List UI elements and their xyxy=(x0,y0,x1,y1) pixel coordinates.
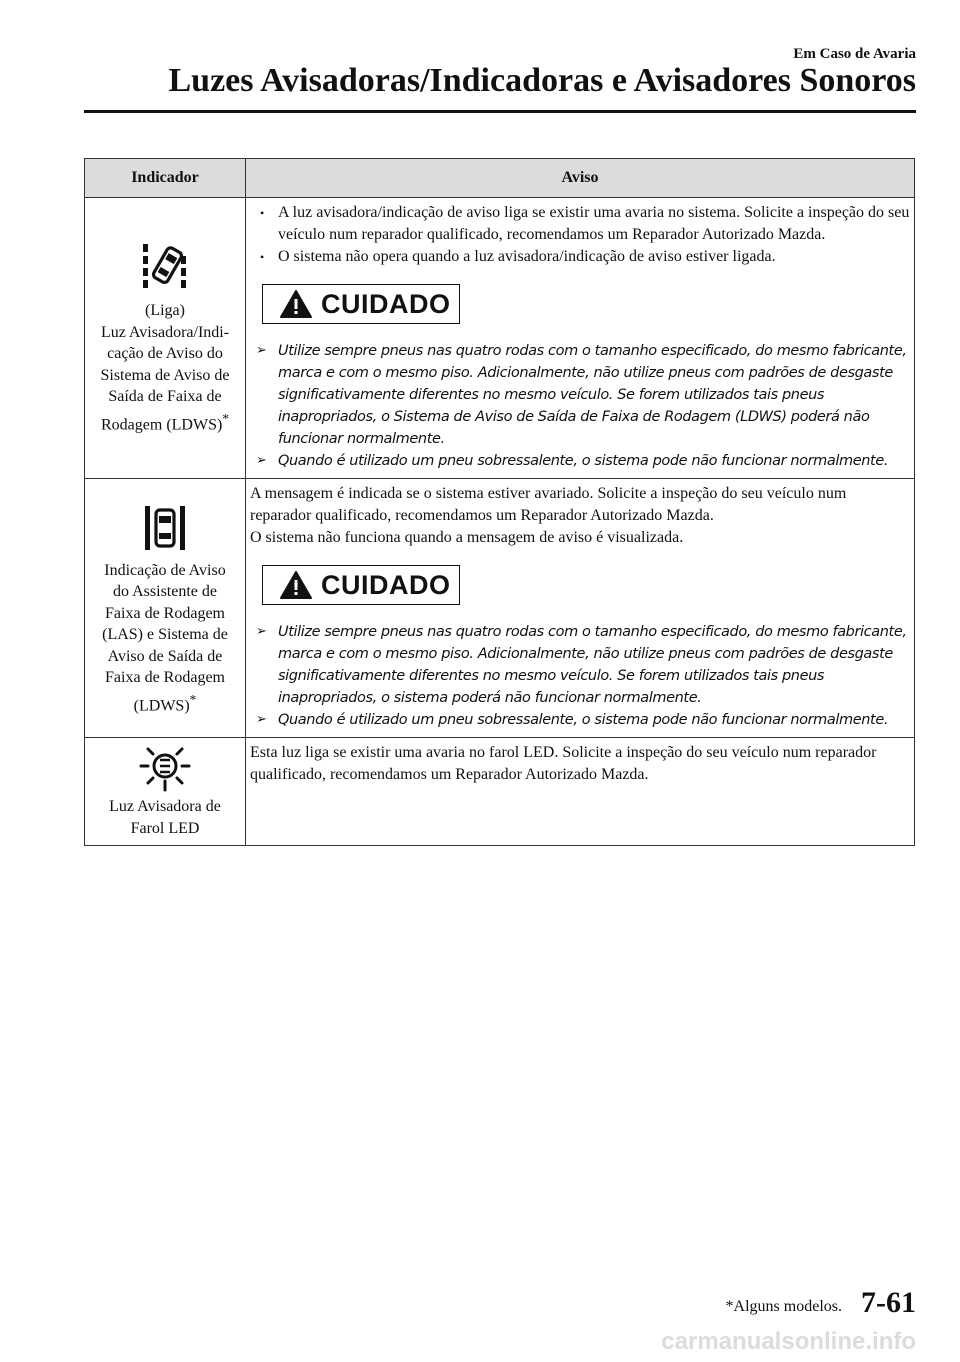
warning-triangle-icon xyxy=(279,570,313,600)
page-number: 7-61 xyxy=(861,1286,916,1319)
column-header-warning: Aviso xyxy=(246,159,915,198)
footnote-asterisk: * xyxy=(222,410,229,426)
warning-light-table xyxy=(84,158,915,846)
header-rule xyxy=(84,110,916,113)
caution-box xyxy=(262,284,460,324)
caution-item: ➢ Quando é utilizado um pneu sobressalente, o sistema pode não funcionar normalmente. xyxy=(256,450,910,472)
warning-bullet: • A luz avisadora/indicação de aviso liga se existir uma avaria no sistema. Solicite a inspeção do seu veículo num reparador qualificado, recomendamos um Reparador Autorizado Mazda. xyxy=(250,202,910,246)
indicator-cell xyxy=(85,479,246,738)
indicator-caption: Luz Avisadora de xyxy=(109,798,221,815)
indicator-caption: Aviso de Saída de xyxy=(107,647,223,665)
indicator-caption: (LAS) e Sistema de xyxy=(102,626,228,644)
indicator-caption: (Liga) xyxy=(145,302,185,320)
indicator-caption: Sistema de Aviso de xyxy=(100,366,230,384)
indicator-caption: do Assistente de xyxy=(113,583,217,601)
led-headlight-icon xyxy=(139,744,191,792)
warning-bullet: • O sistema não opera quando a luz avisadora/indicação de aviso estiver ligada. xyxy=(250,246,910,268)
watermark: carmanualsonline.info xyxy=(661,1328,916,1355)
indicator-caption: Faixa de Rodagem xyxy=(105,604,225,622)
indicator-cell xyxy=(85,738,246,846)
indicator-caption: Luz Avisadora/Indi- xyxy=(100,323,230,341)
warning-cell xyxy=(246,479,915,738)
warning-triangle-icon xyxy=(279,289,313,319)
caution-item: ➢ Utilize sempre pneus nas quatro rodas com o tamanho especificado, do mesmo fabricante, marca e com o mesmo piso. Adicionalmente, não utilize pneus com padrões de desgaste significativamente diferentes no mesmo veículo. Se forem utilizados tais pneus inapropriados, o Sistema de Aviso de Saída de Faixa de Rodagem (LDWS) poderá não funcionar normalmente. xyxy=(256,340,910,450)
lane-assist-icon xyxy=(137,500,193,556)
indicator-cell xyxy=(85,198,246,479)
indicator-caption: Farol LED xyxy=(130,819,200,837)
caution-box xyxy=(262,565,460,605)
caution-label: CUIDADO xyxy=(321,570,451,600)
indicator-caption: (LDWS) xyxy=(133,696,190,714)
lane-departure-icon xyxy=(137,240,193,296)
table-row xyxy=(85,738,915,846)
warning-cell xyxy=(246,198,915,479)
warning-paragraph: Esta luz liga se existir uma avaria no farol LED. Solicite a inspeção do seu veículo num reparador qualificado, recomendamos um Reparador Autorizado Mazda. xyxy=(250,744,877,783)
warning-paragraph: A mensagem é indicada se o sistema estiver avariado. Solicite a inspeção do seu veículo num reparador qualificado, recomendamos um Reparador Autorizado Mazda. xyxy=(250,485,847,524)
indicator-caption: Indicação de Aviso xyxy=(104,561,226,579)
caution-item: ➢ Quando é utilizado um pneu sobressalente, o sistema pode não funcionar normalmente. xyxy=(256,709,910,731)
footnote-asterisk: * xyxy=(189,691,197,707)
indicator-caption: Faixa de Rodagem xyxy=(105,669,225,687)
caution-item: ➢ Utilize sempre pneus nas quatro rodas com o tamanho especificado, do mesmo fabricante, marca e com o mesmo piso. Adicionalmente, não utilize pneus com padrões de desgaste significativamente diferentes no mesmo veículo. Se forem utilizados tais pneus inapropriados, o sistema poderá não funcionar normalmente. xyxy=(256,621,910,709)
table-row xyxy=(85,479,915,738)
indicator-caption: Saída de Faixa de xyxy=(108,388,222,406)
section-title: Em Caso de Avaria xyxy=(793,46,916,62)
table-header-row xyxy=(85,159,915,198)
warning-cell xyxy=(246,738,915,846)
indicator-caption: Rodagem (LDWS) xyxy=(101,416,223,434)
indicator-caption: cação de Aviso do xyxy=(107,345,223,363)
table-row xyxy=(85,198,915,479)
footnote: *Alguns modelos. xyxy=(725,1298,842,1315)
warning-paragraph: O sistema não funciona quando a mensagem de aviso é visualizada. xyxy=(250,529,684,546)
page-title: Luzes Avisadoras/Indicadoras e Avisadores Sonoros xyxy=(168,62,916,99)
column-header-indicator: Indicador xyxy=(85,159,246,198)
caution-label: CUIDADO xyxy=(321,289,451,319)
